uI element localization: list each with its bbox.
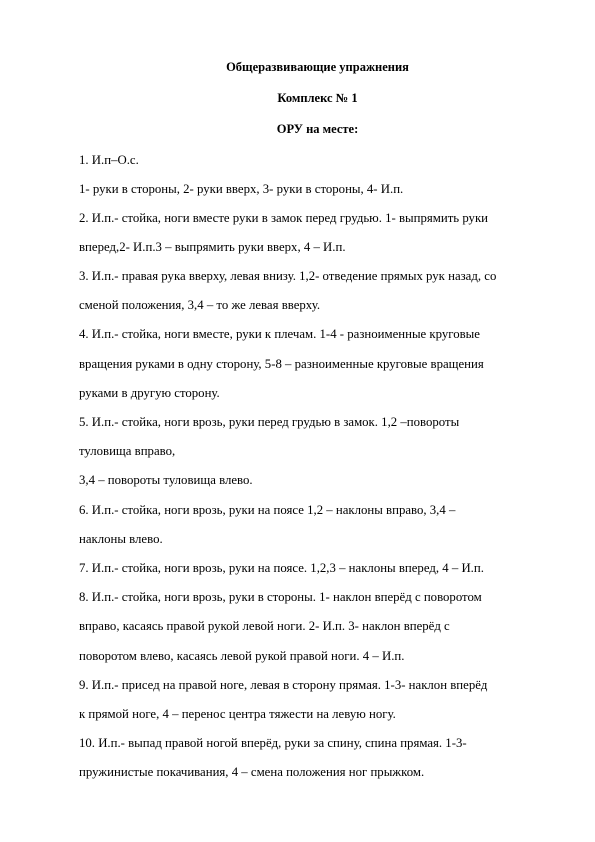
text-line: 1- руки в стороны, 2- руки вверх, 3- руки в стороны, 4- И.п. bbox=[79, 182, 404, 196]
text-line: 1. И.п–О.с. bbox=[79, 153, 139, 167]
text-line: 2. И.п.- стойка, ноги вместе руки в замок перед грудью. 1- выпрямить руки bbox=[79, 211, 489, 225]
text-line: 10. И.п.- выпад правой ногой вперёд, руки за спину, спина прямая. 1-3- bbox=[79, 736, 467, 750]
text-line: 8. И.п.- стойка, ноги врозь, руки в стороны. 1- наклон вперёд с поворотом bbox=[79, 590, 482, 604]
text-line: сменой положения, 3,4 – то же левая вверху. bbox=[79, 298, 321, 312]
text-line: туловища вправо, bbox=[79, 444, 176, 458]
text-line: 9. И.п.- присед на правой ноге, левая в сторону прямая. 1-3- наклон вперёд bbox=[79, 678, 488, 692]
text-line: 3. И.п.- правая рука вверху, левая внизу. 1,2- отведение прямых рук назад, со bbox=[79, 269, 497, 283]
text-line: вращения руками в одну сторону, 5-8 – разноименные круговые вращения bbox=[79, 357, 484, 371]
document-subtitle: Комплекс № 1 bbox=[277, 91, 358, 105]
text-line: пружинистые покачивания, 4 – смена положения ног прыжком. bbox=[79, 765, 425, 779]
text-line: вперед,2- И.п.3 – выпрямить руки вверх, 4 – И.п. bbox=[79, 240, 346, 254]
text-line: к прямой ноге, 4 – перенос центра тяжести на левую ногу. bbox=[79, 707, 396, 721]
text-line: поворотом влево, касаясь левой рукой правой ноги. 4 – И.п. bbox=[79, 649, 405, 663]
text-line: 3,4 – повороты туловища влево. bbox=[79, 473, 253, 487]
text-line: 5. И.п.- стойка, ноги врозь, руки перед грудью в замок. 1,2 –повороты bbox=[79, 415, 460, 429]
text-line: вправо, касаясь правой рукой левой ноги. 2- И.п. 3- наклон вперёд с bbox=[79, 619, 450, 633]
section-heading: ОРУ на месте: bbox=[276, 122, 359, 136]
text-line: 6. И.п.- стойка, ноги врозь, руки на поясе 1,2 – наклоны вправо, 3,4 – bbox=[79, 503, 456, 517]
text-line: руками в другую сторону. bbox=[79, 386, 220, 400]
document-title: Общеразвивающие упражнения bbox=[226, 60, 409, 74]
text-line: 4. И.п.- стойка, ноги вместе, руки к плечам. 1-4 - разноименные круговые bbox=[79, 327, 480, 341]
text-line: наклоны влево. bbox=[79, 532, 163, 546]
text-line: 7. И.п.- стойка, ноги врозь, руки на поясе. 1,2,3 – наклоны вперед, 4 – И.п. bbox=[79, 561, 484, 575]
